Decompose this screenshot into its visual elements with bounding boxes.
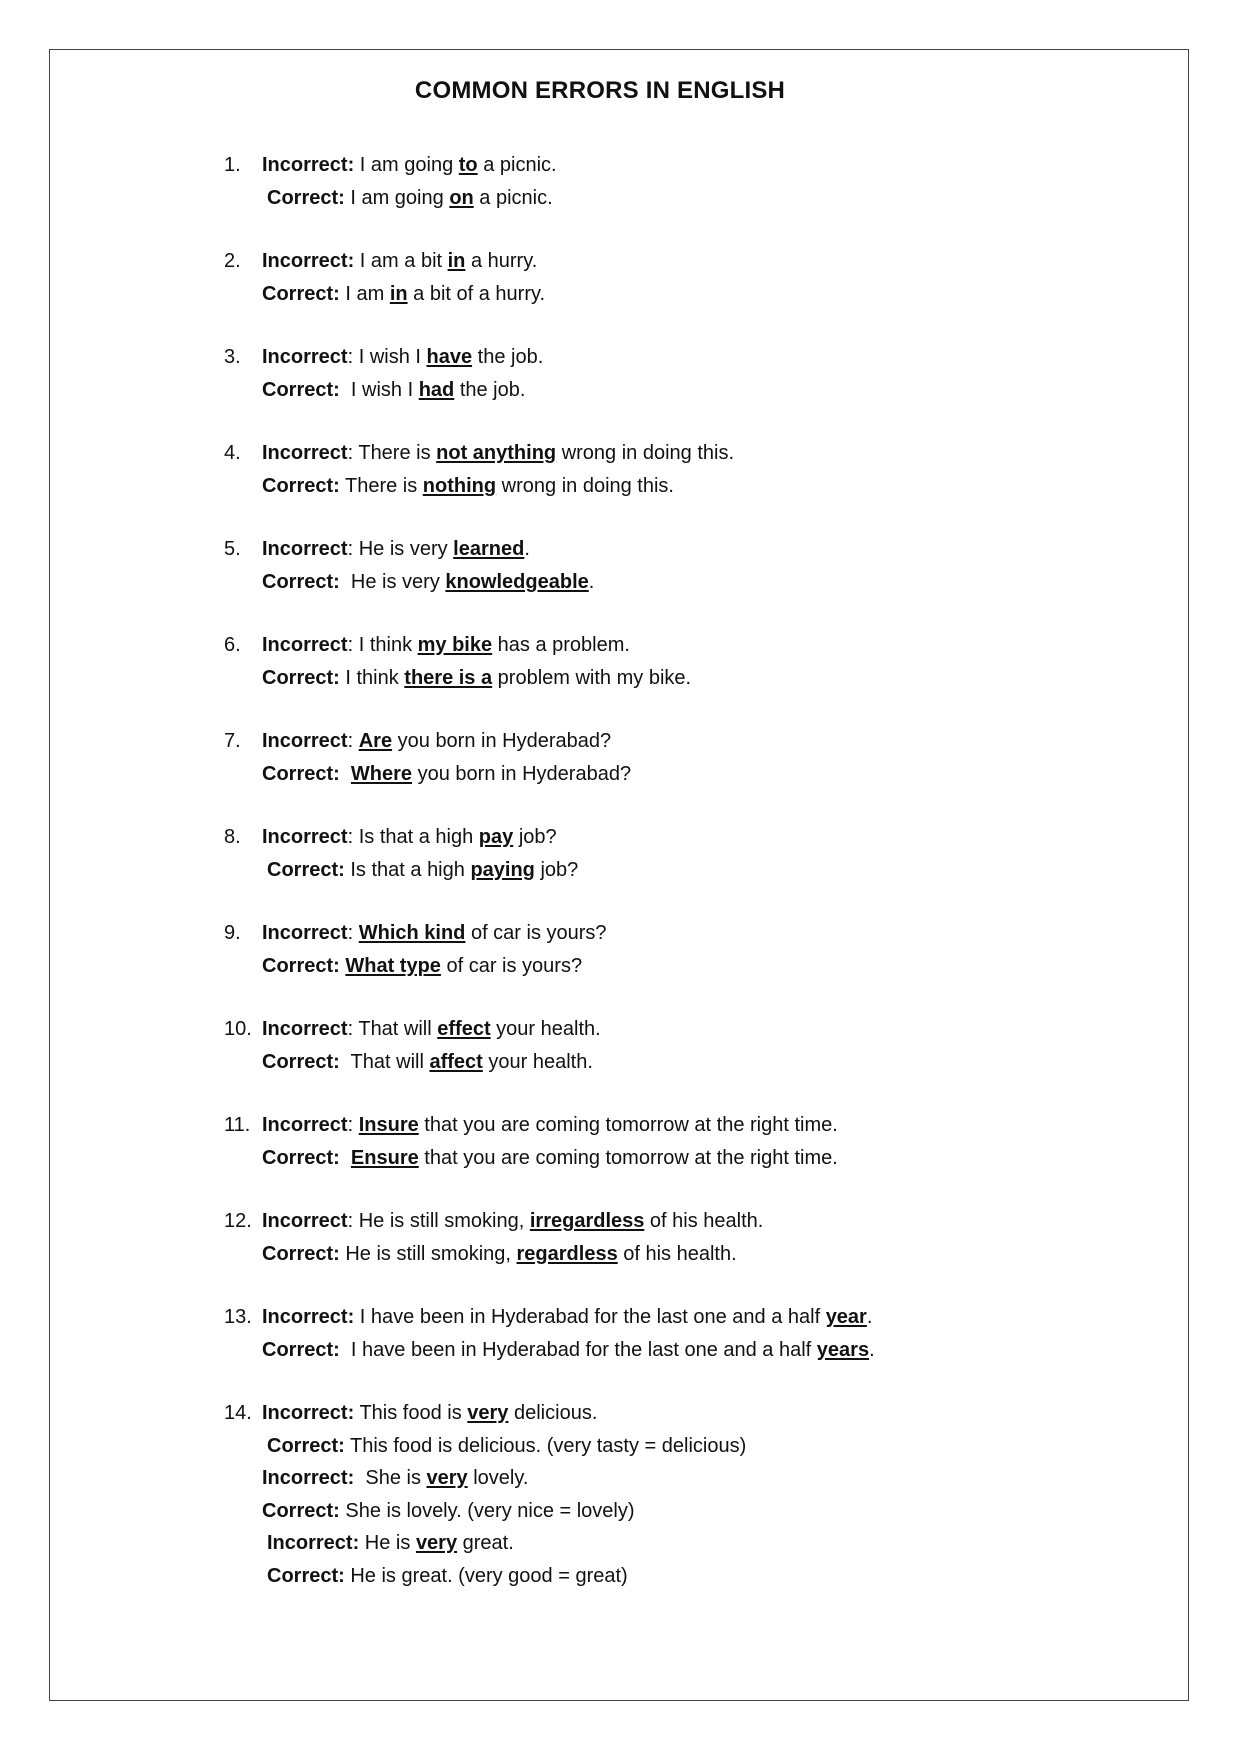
highlighted-word: on <box>449 186 474 209</box>
correct-sentence <box>262 1430 1124 1463</box>
list-item <box>224 725 1124 790</box>
correct-sentence <box>262 1495 1124 1528</box>
highlighted-word: there is a <box>404 666 493 689</box>
sentence-text: This food is delicious. (very tasty = delicious) <box>344 1434 747 1457</box>
sentence-label: Incorrect: <box>267 1532 360 1554</box>
sentence-label: Correct: <box>267 858 345 881</box>
page-title: COMMON ERRORS IN ENGLISH <box>414 77 786 104</box>
list-item <box>224 917 1124 982</box>
highlighted-word: Ensure <box>350 1146 419 1169</box>
item-number: 8. <box>224 826 241 848</box>
sentence-label: Correct: <box>262 666 340 689</box>
sentence-text: I have been in Hyderabad for the last one and a half <box>354 1306 826 1328</box>
sentence-text: . <box>869 1338 875 1361</box>
sentence-text: a hurry. <box>465 250 538 272</box>
correct-sentence <box>262 1560 1124 1593</box>
sentence-text: She is lovely. (very nice = lovely) <box>339 1499 635 1522</box>
sentence-label: Incorrect: <box>262 154 355 176</box>
item-number: 4. <box>224 442 241 464</box>
sentence-text: He is still smoking, <box>339 1242 517 1265</box>
incorrect-sentence <box>262 1527 1124 1560</box>
incorrect-sentence <box>262 821 1124 854</box>
list-item <box>224 1301 1124 1366</box>
incorrect-sentence <box>262 725 1124 758</box>
sentence-label: Correct: <box>262 282 340 305</box>
list-item <box>224 821 1124 886</box>
sentence-text: : That will <box>347 1018 438 1040</box>
sentence-label: Incorrect: <box>262 1306 355 1328</box>
sentence-text: job? <box>534 858 579 881</box>
sentence-text <box>340 1147 351 1169</box>
sentence-text: of car is yours? <box>440 954 583 977</box>
sentence-label: Correct: <box>262 762 340 785</box>
errors-list <box>224 149 1124 1623</box>
highlighted-word: affect <box>429 1050 483 1073</box>
sentence-label: Incorrect: <box>262 1402 355 1424</box>
incorrect-sentence <box>262 1109 1124 1142</box>
sentence-text: of car is yours? <box>465 922 607 944</box>
sentence-text: . <box>588 570 595 593</box>
sentence-text: This food is <box>354 1402 468 1424</box>
sentence-text: job? <box>513 826 557 848</box>
sentence-text: That will <box>339 1050 430 1073</box>
sentence-text: Is that a high <box>344 858 471 881</box>
list-item <box>224 245 1124 310</box>
correct-sentence <box>262 1046 1124 1079</box>
sentence-text: of his health. <box>644 1210 764 1232</box>
incorrect-sentence <box>262 1301 1124 1334</box>
sentence-text: : He is very <box>347 538 454 560</box>
highlighted-word: have <box>426 346 473 368</box>
item-number: 5. <box>224 538 241 560</box>
sentence-text: I am going <box>354 154 459 176</box>
sentence-text: : <box>347 730 359 752</box>
sentence-text: you born in Hyderabad? <box>392 730 612 752</box>
highlighted-word: Which kind <box>358 922 466 944</box>
sentence-text <box>340 763 351 785</box>
correct-sentence <box>262 854 1124 887</box>
incorrect-sentence <box>262 1462 1124 1495</box>
sentence-text: He is great. (very good = great) <box>344 1564 628 1587</box>
correct-sentence <box>262 758 1124 791</box>
sentence-label: Incorrect <box>262 826 348 848</box>
sentence-label: Incorrect: <box>262 1467 355 1489</box>
correct-sentence <box>262 950 1124 983</box>
sentence-text: He is <box>359 1532 416 1554</box>
sentence-text: There is <box>339 474 423 497</box>
sentence-text: : There is <box>347 442 437 464</box>
sentence-text: wrong in doing this. <box>496 474 674 497</box>
sentence-text: wrong in doing this. <box>556 442 735 464</box>
sentence-text: : <box>347 1114 359 1136</box>
incorrect-sentence <box>262 917 1124 950</box>
sentence-label: Correct: <box>262 378 340 401</box>
highlighted-word: effect <box>437 1018 491 1040</box>
sentence-label: Correct: <box>262 1499 340 1522</box>
item-number: 3. <box>224 346 241 368</box>
sentence-text: problem with my bike. <box>492 666 692 689</box>
sentence-text: you born in Hyderabad? <box>412 762 632 785</box>
incorrect-sentence <box>262 1397 1124 1430</box>
sentence-text: : I wish I <box>347 346 427 368</box>
sentence-label: Incorrect <box>262 730 348 752</box>
sentence-text: I think <box>339 666 405 689</box>
sentence-text: . <box>524 538 530 560</box>
highlighted-word: irregardless <box>529 1210 645 1232</box>
highlighted-word: to <box>458 154 478 176</box>
sentence-label: Correct: <box>262 1050 340 1073</box>
highlighted-word: paying <box>470 858 535 881</box>
item-number: 12. <box>224 1210 252 1232</box>
sentence-text: your health. <box>490 1018 601 1040</box>
sentence-text: lovely. <box>467 1467 529 1489</box>
incorrect-sentence <box>262 341 1124 374</box>
sentence-text: : He is still smoking, <box>347 1210 530 1232</box>
list-item <box>224 437 1124 502</box>
item-number: 6. <box>224 634 241 656</box>
sentence-label: Incorrect <box>262 1018 348 1040</box>
list-item <box>224 1205 1124 1270</box>
sentence-text: a bit of a hurry. <box>407 282 546 305</box>
sentence-label: Incorrect <box>262 922 348 944</box>
item-number: 1. <box>224 154 241 176</box>
highlighted-word: nothing <box>422 474 497 497</box>
correct-sentence <box>262 374 1124 407</box>
sentence-label: Incorrect <box>262 442 348 464</box>
sentence-text: : <box>347 922 359 944</box>
highlighted-word: my bike <box>417 634 493 656</box>
item-number: 11. <box>224 1114 251 1136</box>
sentence-text: a picnic. <box>473 186 553 209</box>
list-item <box>224 149 1124 214</box>
correct-sentence <box>262 1238 1124 1271</box>
sentence-text: a picnic. <box>477 154 557 176</box>
list-item <box>224 1013 1124 1078</box>
highlighted-word: years <box>816 1338 870 1361</box>
list-item <box>224 1397 1124 1592</box>
incorrect-sentence <box>262 533 1124 566</box>
sentence-label: Incorrect: <box>262 250 355 272</box>
sentence-label: Correct: <box>267 186 345 209</box>
item-number: 7. <box>224 730 241 752</box>
sentence-text: I am going <box>344 186 450 209</box>
highlighted-word: had <box>418 378 455 401</box>
sentence-text: : I think <box>347 634 418 656</box>
correct-sentence <box>262 662 1124 695</box>
incorrect-sentence <box>262 629 1124 662</box>
correct-sentence <box>262 566 1124 599</box>
sentence-label: Correct: <box>262 474 340 497</box>
highlighted-word: very <box>426 1467 468 1489</box>
sentence-text: : Is that a high <box>347 826 479 848</box>
highlighted-word: in <box>447 250 466 272</box>
item-number: 9. <box>224 922 241 944</box>
sentence-text: I am a bit <box>354 250 448 272</box>
sentence-text: I have been in Hyderabad for the last one and a half <box>339 1338 817 1361</box>
sentence-label: Correct: <box>262 1338 340 1361</box>
sentence-label: Correct: <box>262 570 340 593</box>
list-item <box>224 629 1124 694</box>
sentence-text: of his health. <box>617 1242 737 1265</box>
list-item <box>224 341 1124 406</box>
sentence-text: that you are coming tomorrow at the right time. <box>418 1146 838 1169</box>
sentence-text: the job. <box>472 346 544 368</box>
sentence-label: Correct: <box>262 1242 340 1265</box>
sentence-text: has a problem. <box>492 634 630 656</box>
correct-sentence <box>262 1142 1124 1175</box>
incorrect-sentence <box>262 1013 1124 1046</box>
correct-sentence <box>262 278 1124 311</box>
sentence-text: delicious. <box>508 1402 598 1424</box>
sentence-text: the job. <box>454 378 526 401</box>
correct-sentence <box>262 470 1124 503</box>
highlighted-word: very <box>415 1532 458 1554</box>
item-number: 2. <box>224 250 241 272</box>
highlighted-word: learned <box>453 538 525 560</box>
highlighted-word: Are <box>358 730 393 752</box>
correct-sentence <box>262 1334 1124 1367</box>
list-item <box>224 533 1124 598</box>
sentence-label: Incorrect <box>262 1210 348 1232</box>
sentence-text: great. <box>457 1532 514 1554</box>
item-number: 13. <box>224 1306 252 1328</box>
item-number: 10. <box>224 1018 252 1040</box>
list-item <box>224 1109 1124 1174</box>
sentence-label: Correct: <box>267 1434 345 1457</box>
highlighted-word: Where <box>350 762 413 785</box>
highlighted-word: year <box>825 1306 867 1328</box>
sentence-text: that you are coming tomorrow at the right time. <box>418 1114 838 1136</box>
sentence-text: I am <box>339 282 390 305</box>
sentence-label: Incorrect <box>262 538 348 560</box>
highlighted-word: not anything <box>436 442 557 464</box>
incorrect-sentence <box>262 149 1124 182</box>
highlighted-word: pay <box>478 826 514 848</box>
sentence-text: He is very <box>339 570 446 593</box>
sentence-text: She is <box>354 1467 427 1489</box>
sentence-label: Correct: <box>262 954 340 977</box>
highlighted-word: knowledgeable <box>445 570 589 593</box>
sentence-text: your health. <box>482 1050 593 1073</box>
highlighted-word: very <box>467 1402 509 1424</box>
incorrect-sentence <box>262 1205 1124 1238</box>
sentence-label: Incorrect <box>262 346 348 368</box>
highlighted-word: What type <box>345 954 441 977</box>
highlighted-word: in <box>389 282 408 305</box>
sentence-label: Incorrect <box>262 634 348 656</box>
highlighted-word: regardless <box>516 1242 618 1265</box>
sentence-text: . <box>866 1306 873 1328</box>
sentence-label: Incorrect <box>262 1114 348 1136</box>
highlighted-word: Insure <box>358 1114 419 1136</box>
incorrect-sentence <box>262 245 1124 278</box>
sentence-label: Correct: <box>267 1564 345 1587</box>
sentence-text: I wish I <box>339 378 419 401</box>
sentence-label: Correct: <box>262 1146 340 1169</box>
correct-sentence <box>262 182 1124 215</box>
incorrect-sentence <box>262 437 1124 470</box>
item-number: 14. <box>224 1402 252 1424</box>
